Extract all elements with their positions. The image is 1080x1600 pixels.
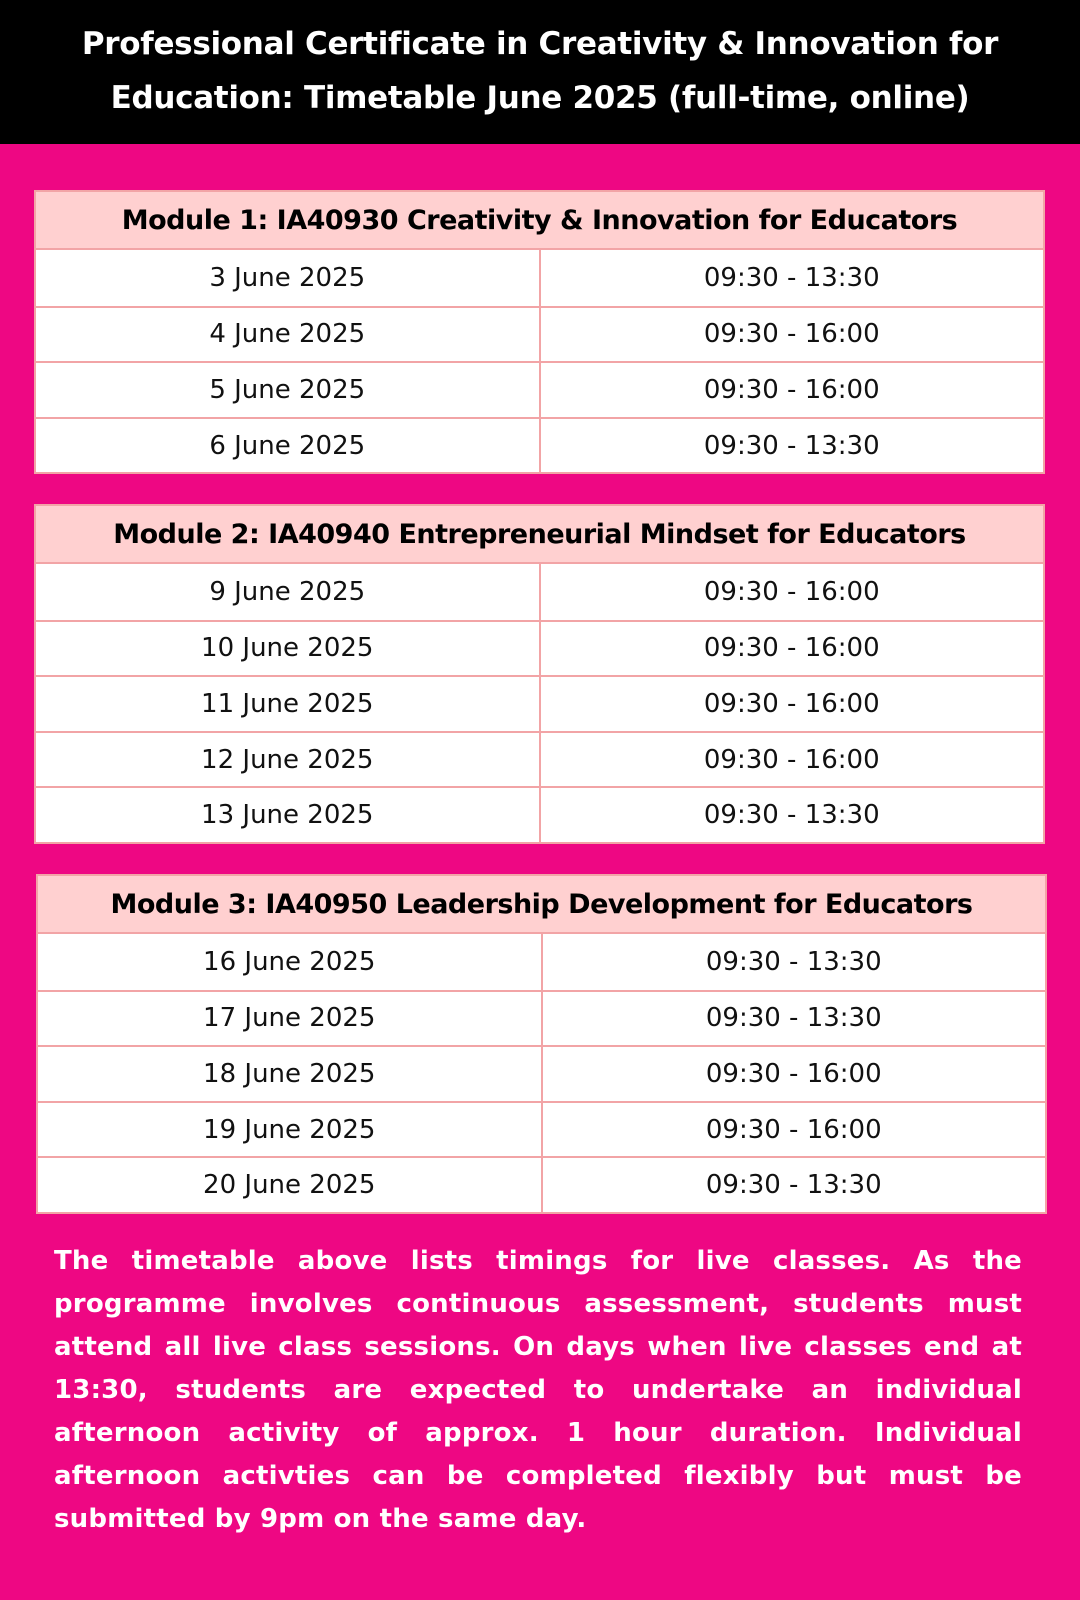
session-date: 12 June 2025 <box>36 733 541 787</box>
session-time: 09:30 - 16:00 <box>703 374 880 405</box>
session-time: 09:30 - 13:30 <box>705 946 882 977</box>
session-date: 9 June 2025 <box>36 564 541 620</box>
session-time: 09:30 - 16:00 <box>703 633 880 664</box>
session-time: 09:30 - 13:30 <box>703 430 880 461</box>
session-time: 09:30 - 16:00 <box>705 1058 882 1089</box>
table-row <box>36 564 1043 620</box>
session-time: 09:30 - 16:00 <box>703 576 880 607</box>
session-time: 09:30 - 13:30 <box>703 262 880 293</box>
session-date: 19 June 2025 <box>38 1103 543 1157</box>
table-row <box>38 1045 1045 1101</box>
table-row <box>36 417 1043 473</box>
table-row <box>36 675 1043 731</box>
page-header <box>0 0 1080 144</box>
table-row <box>36 306 1043 362</box>
module-title: Module 3: IA40950 Leadership Development for Educators <box>38 876 1045 934</box>
table-row <box>38 990 1045 1046</box>
session-date: 11 June 2025 <box>36 677 541 731</box>
session-time: 09:30 - 16:00 <box>705 1114 882 1145</box>
session-date: 20 June 2025 <box>38 1158 543 1212</box>
session-time: 09:30 - 13:30 <box>705 1170 882 1201</box>
table-row <box>36 620 1043 676</box>
session-date: 3 June 2025 <box>36 250 541 306</box>
table-row <box>38 1101 1045 1157</box>
page-title: Professional Certificate in Creativity & Innovation for Education: Timetable June 2025 (full-time, online) <box>81 26 999 116</box>
session-date: 5 June 2025 <box>36 363 541 417</box>
table-row <box>36 250 1043 306</box>
module-2-table <box>34 504 1045 844</box>
session-time: 09:30 - 13:30 <box>705 1003 882 1034</box>
table-row <box>36 786 1043 842</box>
session-date: 4 June 2025 <box>36 308 541 362</box>
session-date: 6 June 2025 <box>36 419 541 473</box>
module-title: Module 2: IA40940 Entrepreneurial Mindset for Educators <box>36 506 1043 564</box>
module-1-table <box>34 190 1045 474</box>
session-time: 09:30 - 16:00 <box>703 319 880 350</box>
session-time: 09:30 - 16:00 <box>703 744 880 775</box>
module-title: Module 1: IA40930 Creativity & Innovation for Educators <box>36 192 1043 250</box>
session-time: 09:30 - 13:30 <box>703 800 880 831</box>
session-date: 17 June 2025 <box>38 992 543 1046</box>
session-date: 13 June 2025 <box>36 788 541 842</box>
module-3-table <box>36 874 1047 1214</box>
session-time: 09:30 - 16:00 <box>703 688 880 719</box>
table-row <box>36 731 1043 787</box>
session-date: 16 June 2025 <box>38 934 543 990</box>
table-row <box>38 934 1045 990</box>
timetable-note: The timetable above lists timings for live classes. As the programme involves continuous assessment, students must attend all live class sessions. On days when live classes end at 13:30, students are expected to undertake an individual afternoon activity of approx. 1 hour duration. Individual afternoon activties can be completed flexibly but must be submitted by 9pm on the same day. <box>54 1246 1022 1534</box>
session-date: 10 June 2025 <box>36 622 541 676</box>
table-row <box>36 361 1043 417</box>
session-date: 18 June 2025 <box>38 1047 543 1101</box>
table-row <box>38 1156 1045 1212</box>
